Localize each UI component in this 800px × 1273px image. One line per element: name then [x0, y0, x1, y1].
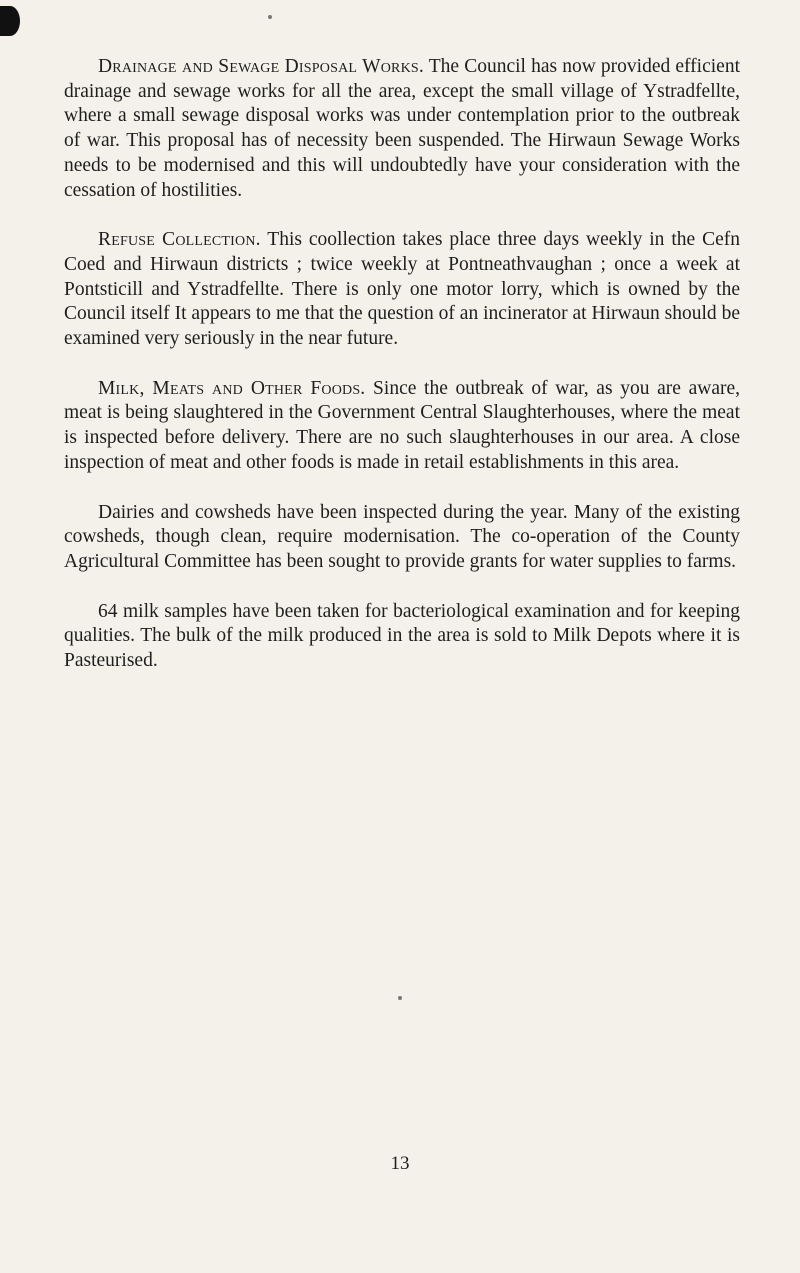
section-heading-drainage: Drainage and Sewage Disposal Works. [98, 56, 424, 77]
paragraph-text: The Council has now provided efficient drainage and sewage works for all the area, except the small village of Ystradfellte, where a small sewage disposal works was under contemplation prior to the outbreak of war. This proposal has of necessity been suspended. The Hirwaun Sewage Works needs to be modernised and this will undoubtedly have your consideration with the cessation of hostilities. [64, 56, 740, 201]
paragraph-milk-samples [64, 600, 740, 674]
speck-mark [398, 996, 402, 1000]
paragraph-drainage [64, 55, 740, 203]
paragraph-dairies [64, 501, 740, 575]
punch-hole-mark [0, 6, 20, 36]
paragraph-text: This coollection takes place three days weekly in the Cefn Coed and Hirwaun districts ; twice weekly at Pontneathvaughan ; once a week at Pontsticill and Ystradfellte. There is only one motor lorry, which is owned by the Council itself It appears to me that the question of an incinerator at Hirwaun should be examined very seriously in the near future. [64, 229, 740, 350]
paragraph-milk-meats [64, 377, 740, 476]
paragraph-text: Dairies and cowsheds have been inspected during the year. Many of the existing cowsheds, though clean, require modernisation. The co-operation of the County Agricultural Committee has been sought to provide grants for water supplies to farms. [64, 501, 740, 572]
paragraph-text: Since the outbreak of war, as you are aware, meat is being slaughtered in the Government Central Slaughterhouses, where the meat is inspected before delivery. There are no such slaughterhouses in our area. A close inspection of meat and other foods is made in retail establishments in this area. [64, 377, 741, 473]
body-text [64, 55, 740, 699]
paragraph-refuse [64, 228, 740, 352]
paragraph-text: 64 milk samples have been taken for bacteriological examination and for keeping qualities. The bulk of the milk produced in the area is sold to Milk Depots where it is Pasteurised. [64, 600, 740, 672]
section-heading-refuse: Refuse Collection. [98, 229, 261, 251]
section-heading-milk-meats: Milk, Meats and Other Foods. [98, 377, 366, 399]
speck-mark [268, 15, 272, 19]
page-number: 13 [390, 1153, 410, 1174]
